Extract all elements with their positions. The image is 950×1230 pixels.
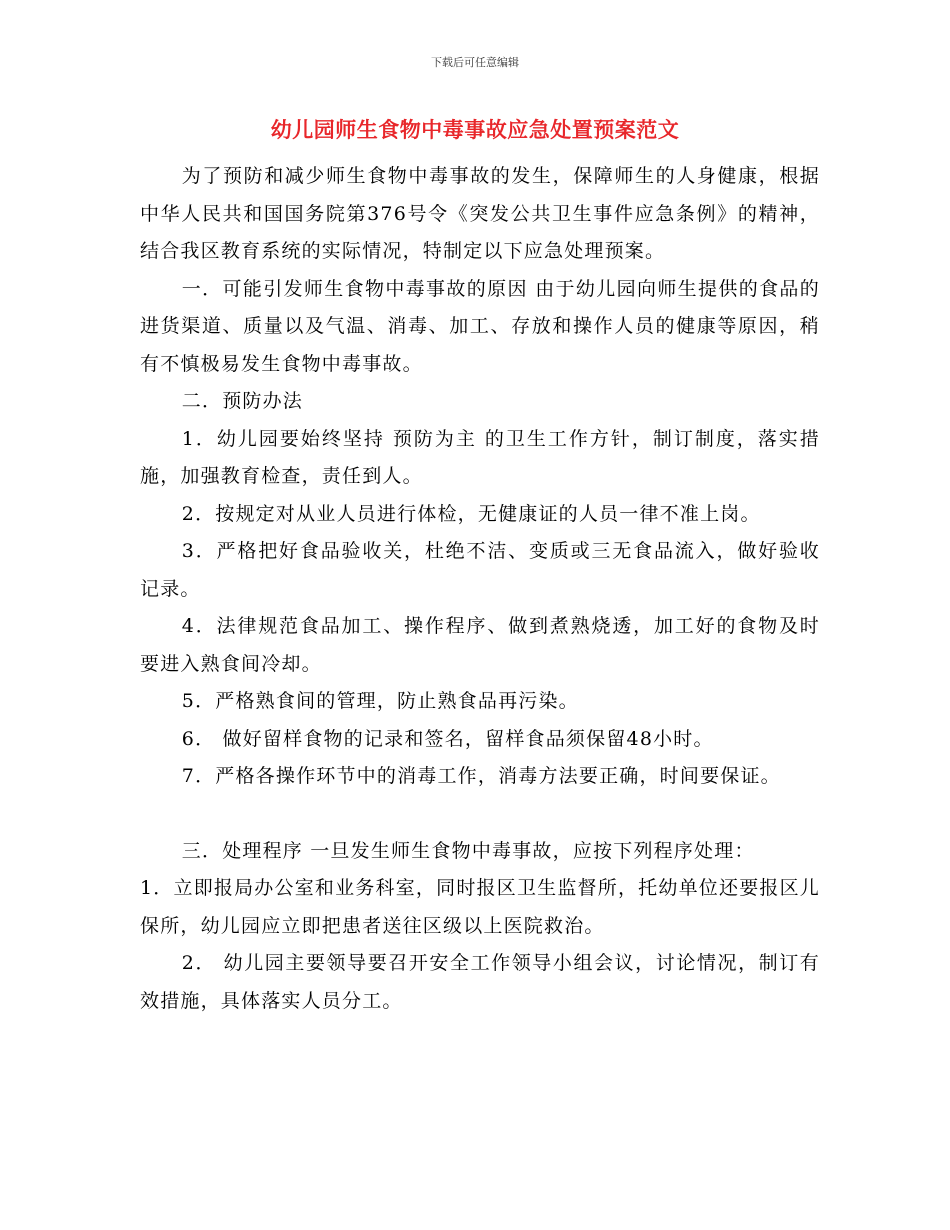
document-body: [140, 158, 820, 1020]
header-note: 下载后可任意编辑: [431, 56, 519, 69]
paragraph-prevention-5: 5．严格熟食间的管理，防止熟食品再污染。: [181, 690, 579, 712]
paragraph-section-2-heading: 二．预防办法: [181, 390, 303, 412]
paragraph-intro: 为了预防和减少师生食物中毒事故的发生，保障师生的人身健康，根据中华人民共和国国务院第376号令《突发公共卫生事件应急条例》的精神，结合我区教育系统的实际情况，特制定以下应急处理预案。: [140, 165, 820, 262]
paragraph-prevention-1: 1．幼儿园要始终坚持 预防为主 的卫生工作方针，制订制度，落实措施，加强教育检查，责任到人。: [140, 427, 820, 487]
paragraph-prevention-2: 2．按规定对从业人员进行体检，无健康证的人员一律不准上岗。: [181, 502, 761, 525]
paragraph-prevention-4: 4．法律规范食品加工、操作程序、做到煮熟烧透，加工好的食物及时要进入熟食间冷却。: [140, 615, 820, 675]
paragraph-procedure-2: 2． 幼儿园主要领导要召开安全工作领导小组会议，讨论情况，制订有效措施，具体落实人员分工。: [140, 952, 820, 1012]
paragraph-section-1: 一．可能引发师生食物中毒事故的原因 由于幼儿园向师生提供的食品的进货渠道、质量以及气温、消毒、加工、存放和操作人员的健康等原因，稍有不慎极易发生食物中毒事故。: [140, 277, 820, 375]
paragraph-gap: [140, 796, 820, 833]
paragraph-prevention-3: 3．严格把好食品验收关，杜绝不洁、变质或三无食品流入，做好验收记录。: [140, 540, 820, 600]
document-title: 幼儿园师生食物中毒事故应急处置预案范文: [270, 118, 680, 142]
paragraph-prevention-6: 6． 做好留样食物的记录和签名，留样食品须保留48小时。: [181, 727, 714, 750]
paragraph-prevention-7: 7．严格各操作环节中的消毒工作，消毒方法要正确，时间要保证。: [181, 765, 781, 787]
paragraph-procedure-1: 1．立即报局办公室和业务科室，同时报区卫生监督所，托幼单位还要报区儿保所，幼儿园应立即把患者送往区级以上医院救治。: [140, 877, 820, 937]
paragraph-section-3: 三．处理程序 一旦发生师生食物中毒事故，应按下列程序处理：: [181, 839, 755, 862]
